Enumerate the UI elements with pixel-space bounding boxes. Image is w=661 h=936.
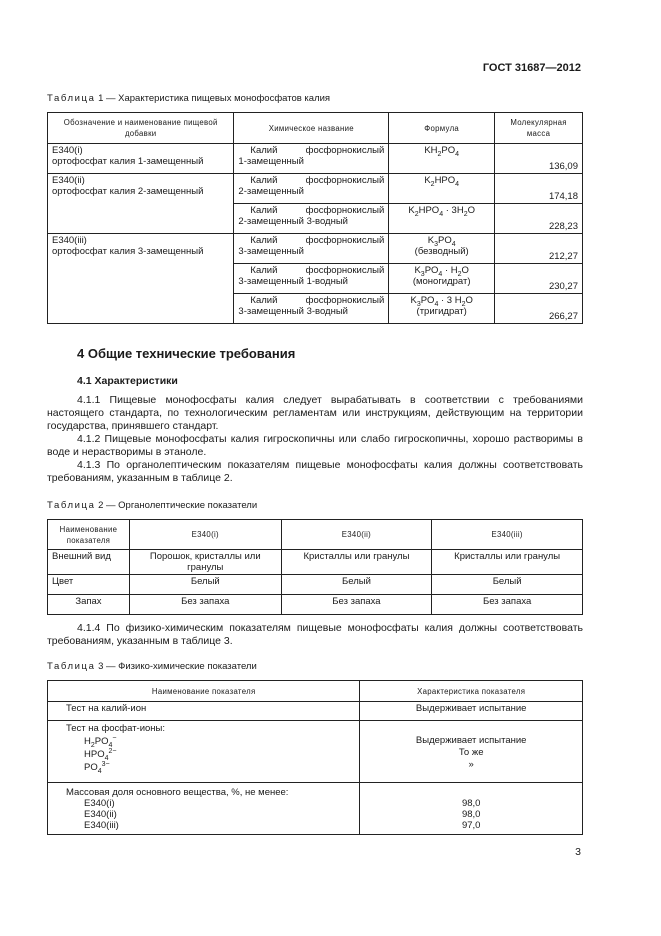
formula-cell xyxy=(389,234,495,264)
section-title: 4 Общие технические требования xyxy=(77,346,296,361)
value-line: То же xyxy=(458,747,484,758)
cell: Белый xyxy=(432,575,583,595)
chem-a: Калий xyxy=(250,145,278,156)
chem-a: Калий xyxy=(250,175,278,186)
cell: Порошок, кристаллы или гранулы xyxy=(129,550,281,575)
indicator-name xyxy=(48,783,360,835)
cell: Белый xyxy=(129,575,281,595)
t3-header-value: Характеристика показателя xyxy=(360,681,583,702)
value-line: » xyxy=(468,759,474,770)
formula-note: (безводный) xyxy=(414,246,469,257)
additive-code: E340(ii) xyxy=(52,175,85,186)
chem-b: фосфорнокислый xyxy=(305,295,385,306)
cell: Белый xyxy=(281,575,432,595)
code-line: E340(iii) xyxy=(84,820,119,831)
table-row xyxy=(48,702,583,721)
value-line: 97,0 xyxy=(461,820,481,831)
t3-header-name: Наименование показателя xyxy=(48,681,360,702)
code-line: E340(i) xyxy=(84,798,115,809)
mass-cell: 228,23 xyxy=(495,204,583,234)
formula-cell xyxy=(389,294,495,324)
chem-c: 1-замещенный xyxy=(238,156,304,167)
mass-cell: 174,18 xyxy=(495,174,583,204)
mass-cell: 230,27 xyxy=(495,264,583,294)
indicator-value: Выдерживает испытание xyxy=(360,702,583,721)
indicator-label: Массовая доля основного вещества, %, не менее: xyxy=(66,787,289,798)
value-line: 98,0 xyxy=(461,809,481,820)
cell: Кристаллы или гранулы xyxy=(281,550,432,575)
chem-cell xyxy=(234,204,389,234)
t1-header-formula: Формула xyxy=(389,113,495,144)
chem-c: 3-замещенный xyxy=(238,246,304,257)
chem-cell xyxy=(234,234,389,264)
chem-a: Калий xyxy=(250,265,278,276)
formula: $K_3PO_4 \cdot 3$ $H_2O$ xyxy=(410,295,473,308)
chem-cell xyxy=(234,294,389,324)
cell: Без запаха xyxy=(281,595,432,615)
table1 xyxy=(47,112,583,324)
additive-code: E340(i) xyxy=(52,145,83,156)
formula-cell xyxy=(389,144,495,174)
chem-b: фосфорнокислый xyxy=(305,265,385,276)
additive-name: ортофосфат калия 1-замещенный xyxy=(52,156,204,167)
table-row xyxy=(48,234,583,264)
chem-b: фосфорнокислый xyxy=(305,145,385,156)
table-row xyxy=(48,550,583,575)
ion-po4: $PO_4^{3-}$ xyxy=(84,760,110,775)
chem-cell xyxy=(234,264,389,294)
chem-a: Калий xyxy=(250,205,278,216)
table3-caption xyxy=(47,661,257,672)
additive-name: ортофосфат калия 2-замещенный xyxy=(52,186,204,197)
page-number: 3 xyxy=(575,846,581,858)
t1-header-mass: Молекулярная масса xyxy=(495,113,583,144)
paragraph-4-1-2: 4.1.2 Пищевые монофосфаты калия гигроскопичны или слабо гигроскопичны, хорошо растворимы в воде и нерастворимы в этаноле. xyxy=(47,433,583,458)
table2 xyxy=(47,519,583,615)
ion-hpo4: $HPO_4^{2-}$ xyxy=(84,747,117,762)
formula: $K_3PO_4$ xyxy=(427,235,456,248)
value-line: Выдерживает испытание xyxy=(415,735,527,746)
indicator-value xyxy=(360,721,583,783)
chem-a: Калий xyxy=(250,295,278,306)
caption-text: 1 — Характеристика пищевых монофосфатов калия xyxy=(98,93,331,104)
table2-caption xyxy=(47,500,257,511)
t1-header-additive: Обозначение и наименование пищевой добавки xyxy=(48,113,234,144)
additive-cell xyxy=(48,174,234,234)
table-row xyxy=(48,783,583,835)
caption-label: Таблица xyxy=(47,93,96,104)
paragraph-4-1-3: 4.1.3 По органолептическим показателям пищевые монофосфаты калия должны соответствовать требованиям, указанным в таблице 2. xyxy=(47,459,583,484)
indicator-label: Тест на фосфат-ионы: xyxy=(66,723,166,734)
value-line: 98,0 xyxy=(461,798,481,809)
formula-cell xyxy=(389,264,495,294)
cell: Без запаха xyxy=(432,595,583,615)
additive-cell xyxy=(48,144,234,174)
cell: Без запаха xyxy=(129,595,281,615)
table-row xyxy=(48,595,583,615)
indicator-value xyxy=(360,783,583,835)
formula: $KH_2PO_4$ xyxy=(424,145,460,158)
formula: $K_2HPO_4$ xyxy=(424,175,460,188)
chem-a: Калий xyxy=(250,235,278,246)
additive-name: ортофосфат калия 3-замещенный xyxy=(52,246,204,257)
ion-h2po4: $H_2PO_4^-$ xyxy=(84,734,117,749)
table1-caption xyxy=(47,93,330,104)
paragraph-4-1-1: 4.1.1 Пищевые монофосфаты калия следует вырабатывать в соответствии с требованиями настоящего стандарта, по технологическим регламентам или инструкциям, действующим на территории государства, принявшего стандарт. xyxy=(47,394,583,432)
t2-header-e340ii: E340(ii) xyxy=(281,520,432,550)
cell: Кристаллы или гранулы xyxy=(432,550,583,575)
standard-number: ГОСТ 31687—2012 xyxy=(482,62,581,74)
chem-b: фосфорнокислый xyxy=(305,205,385,216)
chem-c: 2-замещенный xyxy=(238,186,304,197)
paragraph-4-1-4: 4.1.4 По физико-химическим показателям пищевые монофосфаты калия должны соответствовать требованиям, указанным в таблице 3. xyxy=(47,622,583,647)
row-label: Запах xyxy=(48,595,130,615)
table-row xyxy=(48,144,583,174)
indicator-name: Тест на калий-ион xyxy=(48,702,360,721)
table3 xyxy=(47,680,583,835)
formula: $K_2HPO_4 \cdot 3H_2O$ xyxy=(408,205,475,218)
mass-cell: 212,27 xyxy=(495,234,583,264)
formula-note: (тригидрат) xyxy=(416,306,467,317)
additive-cell xyxy=(48,234,234,324)
indicator-name xyxy=(48,721,360,783)
t2-header-e340i: E340(i) xyxy=(129,520,281,550)
chem-c: 3-замещенный 1-водный xyxy=(238,276,348,287)
caption-label: Таблица xyxy=(47,500,96,511)
mass-cell: 266,27 xyxy=(495,294,583,324)
chem-cell xyxy=(234,174,389,204)
code-line: E340(ii) xyxy=(84,809,117,820)
additive-code: E340(iii) xyxy=(52,235,87,246)
caption-text: 3 — Физико-химические показатели xyxy=(98,661,257,672)
caption-label: Таблица xyxy=(47,661,96,672)
t1-header-chemname: Химическое название xyxy=(234,113,389,144)
chem-cell xyxy=(234,144,389,174)
row-label: Цвет xyxy=(48,575,130,595)
chem-b: фосфорнокислый xyxy=(305,235,385,246)
formula-cell xyxy=(389,174,495,204)
table-row xyxy=(48,721,583,783)
table-row xyxy=(48,174,583,204)
formula-note: (моногидрат) xyxy=(412,276,471,287)
chem-b: фосфорнокислый xyxy=(305,175,385,186)
table-row xyxy=(48,575,583,595)
chem-c: 3-замещенный 3-водный xyxy=(238,306,348,317)
t2-header-e340iii: E340(iii) xyxy=(432,520,583,550)
row-label: Внешний вид xyxy=(48,550,130,575)
chem-c: 2-замещенный 3-водный xyxy=(238,216,348,227)
formula: $K_3PO_4 \cdot H_2O$ xyxy=(414,265,469,278)
caption-text: 2 — Органолептические показатели xyxy=(98,500,258,511)
mass-cell: 136,09 xyxy=(495,144,583,174)
t2-header-name: Наименование показателя xyxy=(48,520,130,550)
formula-cell xyxy=(389,204,495,234)
subsection-title: 4.1 Характеристики xyxy=(77,375,178,387)
